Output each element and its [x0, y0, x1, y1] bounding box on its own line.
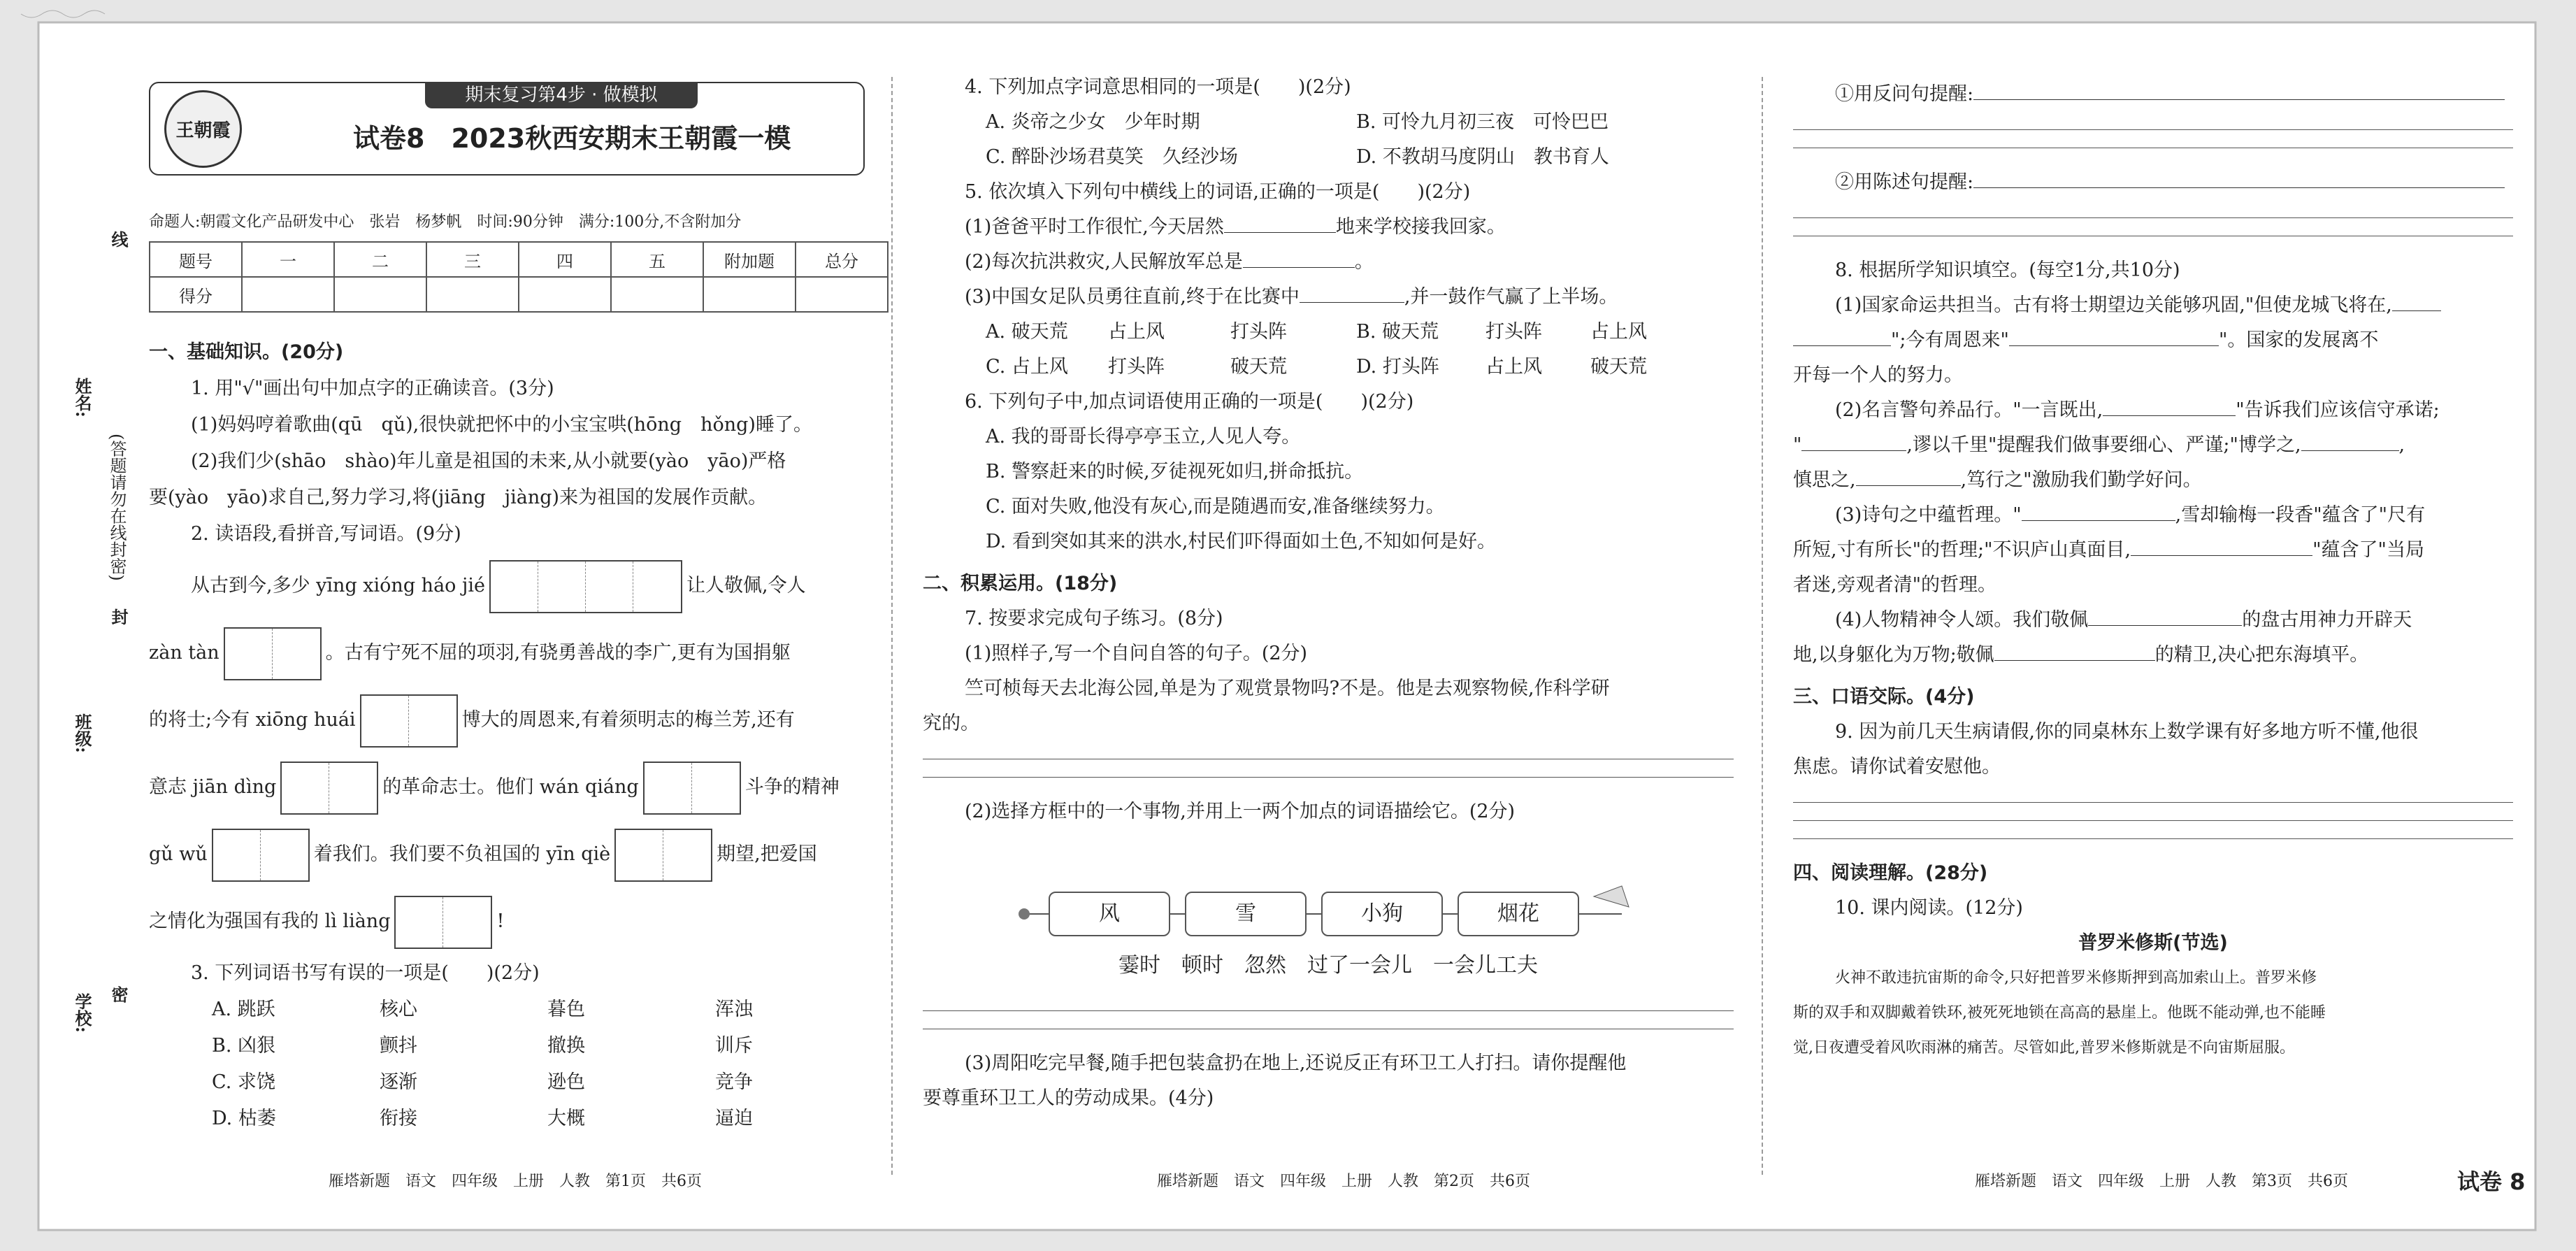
word-option[interactable]: 烟花 — [1458, 892, 1579, 936]
choice-option: D. 看到突如其来的洪水,村民们吓得面如土色,不知如何是好。 — [986, 531, 1497, 552]
question-text: (4)人物精神令人颂。我们敬佩 的盘古用神力开辟天 — [1793, 603, 2513, 638]
choice-option: B. 警察赶来的时候,歹徒视死如归,拼命抵抗。 — [986, 461, 1364, 482]
page-footer: 雁塔新题 语文 四年级 上册 人教 第3页 共6页 — [1975, 1173, 2348, 1190]
answer-line[interactable] — [923, 776, 1734, 778]
passage-text: 觉,日夜遭受着风吹雨淋的痛苦。尽管如此,普罗米修斯就是不向宙斯屈服。 — [1793, 1039, 2295, 1057]
decorative-icon — [1019, 908, 1030, 920]
passage-line: 的将士;今有 xiōng huái 博大的周恩来,有着须明志的梅兰芳,还有 — [149, 687, 862, 754]
score-input[interactable] — [242, 277, 334, 312]
writing-grid[interactable] — [224, 627, 322, 680]
question-text: 焦虑。请你试着安慰他。 — [1793, 756, 2001, 778]
section-heading: 一、基础知识。(20分) — [149, 341, 344, 363]
table-cell: 一 — [242, 242, 334, 277]
table-cell: 总分 — [796, 242, 888, 277]
seal-mark: 密 — [108, 986, 129, 1003]
passage-line: gǔ wǔ 着我们。我们要不负祖国的 yīn qiè 期望,把爱国 — [149, 821, 862, 888]
question-text: 竺可桢每天去北海公园,单是为了观赏景物吗?不是。他是去观察物候,作科学研 — [965, 678, 1610, 699]
exam-number-badge: 试卷 8 — [2457, 1168, 2526, 1195]
score-input[interactable] — [334, 277, 426, 312]
student-name-label: 姓名: — [72, 378, 92, 417]
choice-row: B. 凶狠 颤抖 撤换 训斥 — [212, 1035, 753, 1057]
class-label: 班级: — [72, 713, 92, 753]
choice-row: C. 求饶 逐渐 逊色 竞争 — [212, 1071, 753, 1093]
passage-title: 普罗米修斯(节选) — [2078, 932, 2228, 954]
question-text: (2)选择方框中的一个事物,并用上一两个加点的词语描绘它。(2分) — [965, 801, 1516, 822]
exam-title: 试卷8 2023秋西安期末王朝霞一模 — [353, 123, 791, 154]
score-input[interactable] — [519, 277, 611, 312]
choice-row: A. 破天荒 占上风 打头阵 B. 破天荒 打头阵 占上风 — [986, 321, 1647, 343]
answer-blank[interactable] — [1973, 78, 2505, 100]
answer-blank[interactable] — [1856, 464, 1961, 486]
column-divider — [1762, 77, 1763, 1175]
answer-blank[interactable] — [1973, 166, 2505, 188]
choice-row: D. 枯萎 衔接 大概 逼迫 — [212, 1108, 753, 1129]
answer-blank[interactable] — [2301, 429, 2399, 451]
answer-line[interactable] — [1793, 147, 2513, 148]
question-text: 地,以身躯化为万物;敬佩 的精卫,决心把东海填平。 — [1793, 638, 2513, 673]
score-input[interactable] — [796, 277, 888, 312]
choice-row: A. 跳跃 核心 暮色 浑浊 — [212, 999, 753, 1020]
question-text: (3)诗句之中蕴哲理。" ,雪却输梅一段香"蕴含了"尺有 — [1793, 498, 2513, 533]
answer-blank[interactable] — [2088, 604, 2242, 626]
brand-logo: 王朝霞 — [164, 90, 242, 168]
answer-blank[interactable] — [1300, 281, 1404, 303]
question-text: (1)照样子,写一个自问自答的句子。(2分) — [965, 643, 1308, 664]
question-text: 者迷,旁观者清"的哲理。 — [1793, 574, 1997, 596]
question-text: " ,谬以千里"提醒我们做事要细心、严谨;"博学之, , — [1793, 428, 2513, 463]
answer-line[interactable] — [923, 1010, 1734, 1011]
passage-line: 之情化为强国有我的 lì liàng ! — [149, 888, 862, 955]
answer-blank[interactable] — [1793, 324, 1891, 346]
passage-text: 斯的双手和双脚戴着铁环,被死死地锁在高高的悬崖上。他既不能动弹,也不能睡 — [1793, 1004, 2326, 1022]
passage-text: 火神不敢违抗宙斯的命令,只好把普罗米修斯押到高加索山上。普罗米修 — [1835, 969, 2317, 987]
passage-line: 意志 jiān dìng 的革命志士。他们 wán qiáng 斗争的精神 — [149, 754, 862, 821]
question-text: ②用陈述句提醒: — [1793, 165, 2513, 200]
question-text: 8. 根据所学知识填空。(每空1分,共10分) — [1835, 259, 2180, 281]
writing-grid[interactable] — [394, 896, 492, 949]
choice-option: A. 我的哥哥长得亭亭玉立,人见人夸。 — [986, 426, 1301, 448]
answer-blank[interactable] — [2103, 394, 2236, 416]
question-text: ①用反问句提醒: — [1793, 77, 2513, 112]
question-text: 7. 按要求完成句子练习。(8分) — [965, 608, 1223, 629]
page-footer: 雁塔新题 语文 四年级 上册 人教 第2页 共6页 — [1157, 1173, 1530, 1190]
column-divider — [891, 77, 893, 1175]
answer-blank[interactable] — [2022, 499, 2175, 521]
answer-blank[interactable] — [1994, 639, 2155, 661]
answer-blank[interactable] — [2392, 289, 2441, 311]
table-cell: 得分 — [150, 277, 242, 312]
page-footer: 雁塔新题 语文 四年级 上册 人教 第1页 共6页 — [329, 1173, 702, 1190]
passage-line: zàn tàn 。古有宁死不屈的项羽,有骁勇善战的李广,更有为国捐躯 — [149, 620, 862, 687]
question-text: (3)中国女足队员勇往直前,终于在比赛中 ,并一鼓作气赢了上半场。 — [923, 280, 1734, 315]
question-text: 要(yào yāo)求自己,努力学习,将(jiāng jiàng)来为祖国的发展作贡献。 — [149, 487, 768, 508]
exam-meta: 命题人:朝霞文化产品研发中心 张岩 杨梦帆 时间:90分钟 满分:100分,不含附加分 — [149, 213, 742, 231]
question-text: (1)妈妈哼着歌曲(qū qǔ),很快就把怀中的小宝宝哄(hōng hǒng)睡了。 — [191, 414, 812, 436]
choice-row: A. 炎帝之少女 少年时期 B. 可怜九月初三夜 可怜巴巴 — [986, 111, 1609, 133]
question-text: 2. 读语段,看拼音,写词语。(9分) — [191, 523, 461, 545]
choice-row: C. 醉卧沙场君莫笑 久经沙场 D. 不教胡马度阴山 教书育人 — [986, 146, 1609, 168]
review-step-badge: 期末复习第4步 · 做模拟 — [425, 82, 698, 108]
question-text: 6. 下列句子中,加点词语使用正确的一项是( )(2分) — [965, 391, 1414, 413]
section-heading: 四、阅读理解。(28分) — [1793, 862, 1988, 884]
question-text: 究的。 — [923, 713, 979, 734]
table-cell: 四 — [519, 242, 611, 277]
table-cell: 三 — [426, 242, 519, 277]
word-option[interactable]: 风 — [1049, 892, 1170, 936]
section-heading: 二、积累运用。(18分) — [923, 573, 1118, 594]
seal-mark: 线 — [108, 231, 129, 248]
seal-mark: 封 — [108, 608, 129, 625]
question-text: 9. 因为前几天生病请假,你的同桌林东上数学课有好多地方听不懂,他很 — [1835, 721, 2419, 743]
passage-line: 从古到今,多少 yīng xióng háo jié 让人敬佩,令人 — [149, 552, 862, 620]
answer-line[interactable] — [1793, 801, 2513, 803]
answer-blank[interactable] — [1224, 211, 1336, 233]
column-1 — [149, 334, 862, 1137]
answer-blank[interactable] — [1243, 246, 1355, 268]
table-cell: 附加题 — [703, 242, 796, 277]
score-input[interactable] — [703, 277, 796, 312]
exam-header — [149, 82, 865, 176]
question-text: (1)爸爸平时工作很忙,今天居然 地来学校接我回家。 — [923, 210, 1734, 245]
column-2 — [923, 70, 1734, 829]
question-text: (2)我们少(shāo shào)年儿童是祖国的未来,从小就要(yào yāo)严格 — [191, 450, 786, 472]
question-text: 3. 下列词语书写有误的一项是( )(2分) — [191, 962, 540, 984]
dotted-words: 霎时 顿时 忽然 过了一会儿 一会儿工夫 — [1118, 953, 1538, 978]
choice-table — [149, 992, 862, 1137]
question-text: 1. 用"√"画出句中加点字的正确读音。(3分) — [191, 378, 554, 399]
section-heading: 三、口语交际。(4分) — [1793, 686, 1975, 708]
question-text: ";今有周恩来" "。国家的发展离不 — [1793, 323, 2513, 358]
question-text: 10. 课内阅读。(12分) — [1835, 897, 2023, 919]
binding-note: (答题请勿在线封密) — [107, 434, 127, 581]
choice-row: C. 占上风 打头阵 破天荒 D. 打头阵 占上风 破天荒 — [986, 356, 1647, 378]
writing-grid[interactable] — [212, 829, 310, 882]
answer-blank[interactable] — [2009, 324, 2219, 346]
answer-line[interactable] — [1793, 235, 2513, 236]
writing-grid[interactable] — [643, 762, 741, 815]
writing-grid[interactable] — [280, 762, 378, 815]
school-label: 学校: — [72, 993, 92, 1033]
answer-blank[interactable] — [2131, 534, 2312, 556]
question-text: 慎思之, ,笃行之"激励我们勤学好问。 — [1793, 463, 2513, 498]
answer-line[interactable] — [1793, 820, 2513, 821]
word-option[interactable]: 雪 — [1185, 892, 1307, 936]
answer-line[interactable] — [1793, 129, 2513, 130]
question-text: 5. 依次填入下列句中横线上的词语,正确的一项是( )(2分) — [965, 181, 1471, 203]
question-text: (2)名言警句养品行。"一言既出, "告诉我们应该信守承诺; — [1793, 393, 2513, 428]
writing-grid[interactable] — [489, 560, 682, 613]
table-cell: 题号 — [150, 242, 242, 277]
word-option[interactable]: 小狗 — [1321, 892, 1443, 936]
question-text: 要尊重环卫工人的劳动成果。(4分) — [923, 1087, 1214, 1109]
answer-blank[interactable] — [1801, 429, 1906, 451]
column-3 — [1793, 77, 2513, 1066]
writing-grid[interactable] — [614, 829, 712, 882]
score-table — [149, 241, 888, 313]
column-2-lower — [923, 993, 1734, 1116]
question-text: (3)周阳吃完早餐,随手把包装盒扔在地上,还说反正有环卫工人打扫。请你提醒他 — [965, 1052, 1627, 1074]
answer-line[interactable] — [1793, 217, 2513, 218]
question-text: 开每一个人的努力。 — [1793, 364, 1963, 386]
choice-option: C. 面对失败,他没有灰心,而是随遇而安,准备继续努力。 — [986, 496, 1445, 517]
question-text: (1)国家命运共担当。古有将士期望边关能够巩固,"但使龙城飞将在, — [1793, 288, 2513, 323]
score-input[interactable] — [426, 277, 519, 312]
score-input[interactable] — [611, 277, 703, 312]
answer-line[interactable] — [1793, 838, 2513, 839]
kite-icon — [1594, 886, 1629, 907]
table-cell: 五 — [611, 242, 703, 277]
table-cell: 二 — [334, 242, 426, 277]
question-text: (2)每次抗洪救灾,人民解放军总是 。 — [923, 245, 1734, 280]
answer-line[interactable] — [923, 1028, 1734, 1029]
question-text: 所短,寸有所长"的哲理;"不识庐山真面目, "蕴含了"当局 — [1793, 533, 2513, 568]
writing-grid[interactable] — [360, 694, 458, 748]
question-text: 4. 下列加点字词意思相同的一项是( )(2分) — [965, 76, 1351, 98]
answer-line[interactable] — [923, 758, 1734, 759]
